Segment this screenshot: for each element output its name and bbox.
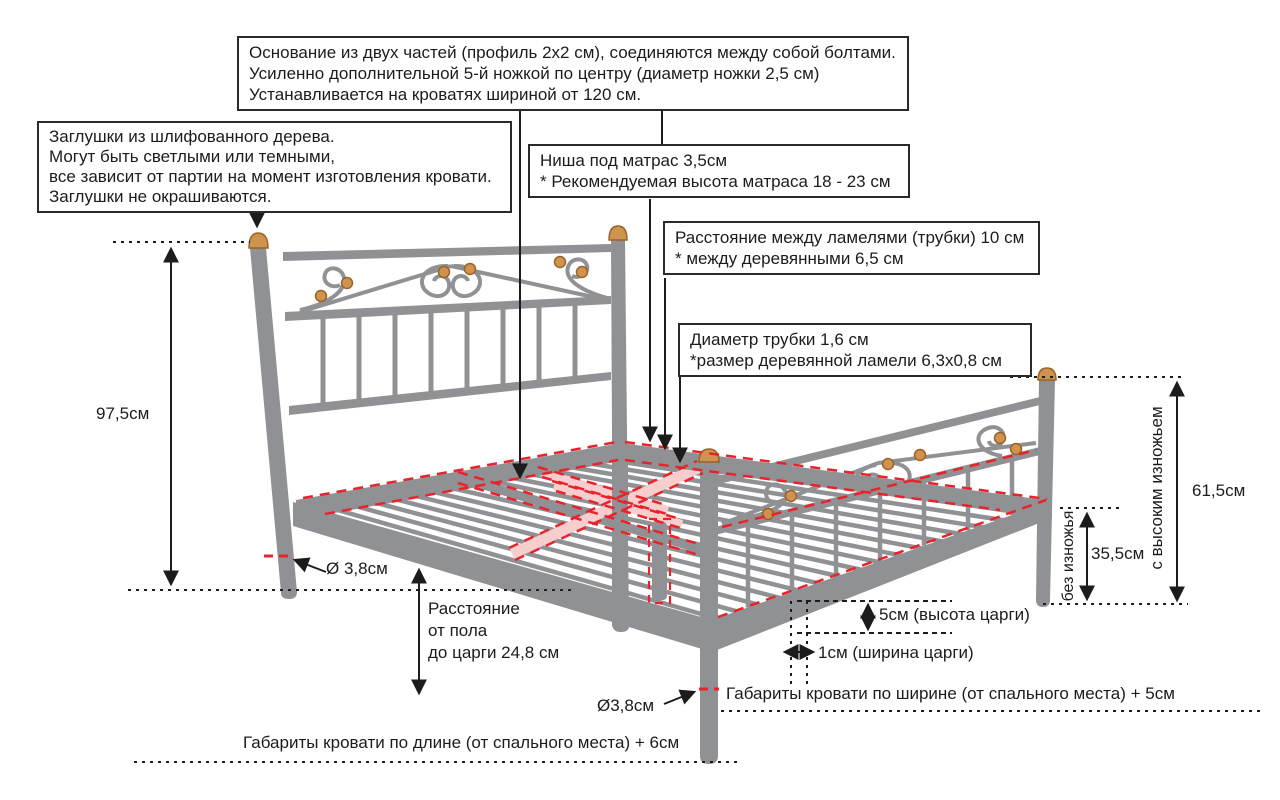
callout-line: Заглушки не окрашиваются. [49, 187, 272, 206]
callout-line: Ниша под матрас 3,5см [540, 151, 728, 170]
footboard-far-cap [1038, 368, 1056, 380]
callout-line: * между деревянными 6,5 см [675, 249, 904, 268]
footboard-top-rail [715, 397, 1040, 485]
headboard-front-cap [249, 233, 268, 248]
callout-base [237, 36, 909, 111]
label-rail-height: 5см (высота царги) [879, 605, 1030, 624]
label-high-footboard: с высоким изножьем [1147, 406, 1166, 570]
label-rail-width: 1см (ширина царги) [818, 643, 974, 662]
label-no-footboard: без изножья [1060, 510, 1077, 602]
pointer-leg-foot [664, 692, 694, 704]
callout-line: Могут быть светлыми или темными, [49, 147, 335, 166]
headboard [249, 226, 629, 632]
label-line: Расстояние [428, 599, 520, 618]
label-no-footboard-value: 35,5см [1091, 544, 1145, 563]
fifth-center-leg [652, 522, 667, 600]
callout-line: Устанавливается на кроватях шириной от 120 см. [249, 85, 642, 104]
callout-mattress-niche [528, 144, 910, 198]
callout-line: Усиленно дополнительной 5-й ножкой по центру (диаметр ножки 2,5 см) [249, 64, 820, 83]
label-line: до царги 24,8 см [428, 643, 560, 662]
label-headboard-height: 97,5см [96, 404, 150, 423]
callout-tube-diameter [678, 323, 1032, 377]
label-leg-diameter-foot: Ø3,8см [597, 696, 655, 715]
headboard-bars [323, 301, 575, 404]
headboard-far-post [611, 240, 629, 632]
label-leg-diameter-head: Ø 3,8см [326, 559, 388, 578]
label-line: от пола [428, 621, 488, 640]
callout-line: Заглушки из шлифованного дерева. [49, 127, 335, 146]
footboard-front-post [700, 462, 718, 764]
callout-line: все зависит от партии на момент изготовления кровати. [49, 167, 492, 186]
callout-plugs [37, 121, 512, 213]
callout-line: Диаметр трубки 1,6 см [690, 330, 869, 349]
callout-line: *размер деревянной ламели 6,3х0,8 см [690, 351, 1002, 370]
callout-line: * Рекомендуемая высота матраса 18 - 23 см [540, 172, 891, 191]
callout-line: Расстояние между ламелями (трубки) 10 см [675, 228, 1025, 247]
footboard-far-post [1036, 380, 1055, 607]
label-floor-to-rail [428, 598, 559, 664]
headboard-front-post [250, 248, 297, 599]
label-overall-length: Габариты кровати по длине (от спального места) + 6см [243, 733, 680, 752]
pointer-leg-head [295, 560, 326, 572]
label-overall-width: Габариты кровати по ширине (от спального места) + 5см [726, 684, 1175, 703]
label-high-footboard-value: 61,5см [1192, 481, 1246, 500]
headboard-low-rail [289, 372, 611, 415]
callout-line: Основание из двух частей (профиль 2х2 см), соединяются между собой болтами. [249, 43, 896, 62]
headboard-far-cap [609, 226, 627, 240]
callout-lamella-spacing [663, 221, 1040, 275]
